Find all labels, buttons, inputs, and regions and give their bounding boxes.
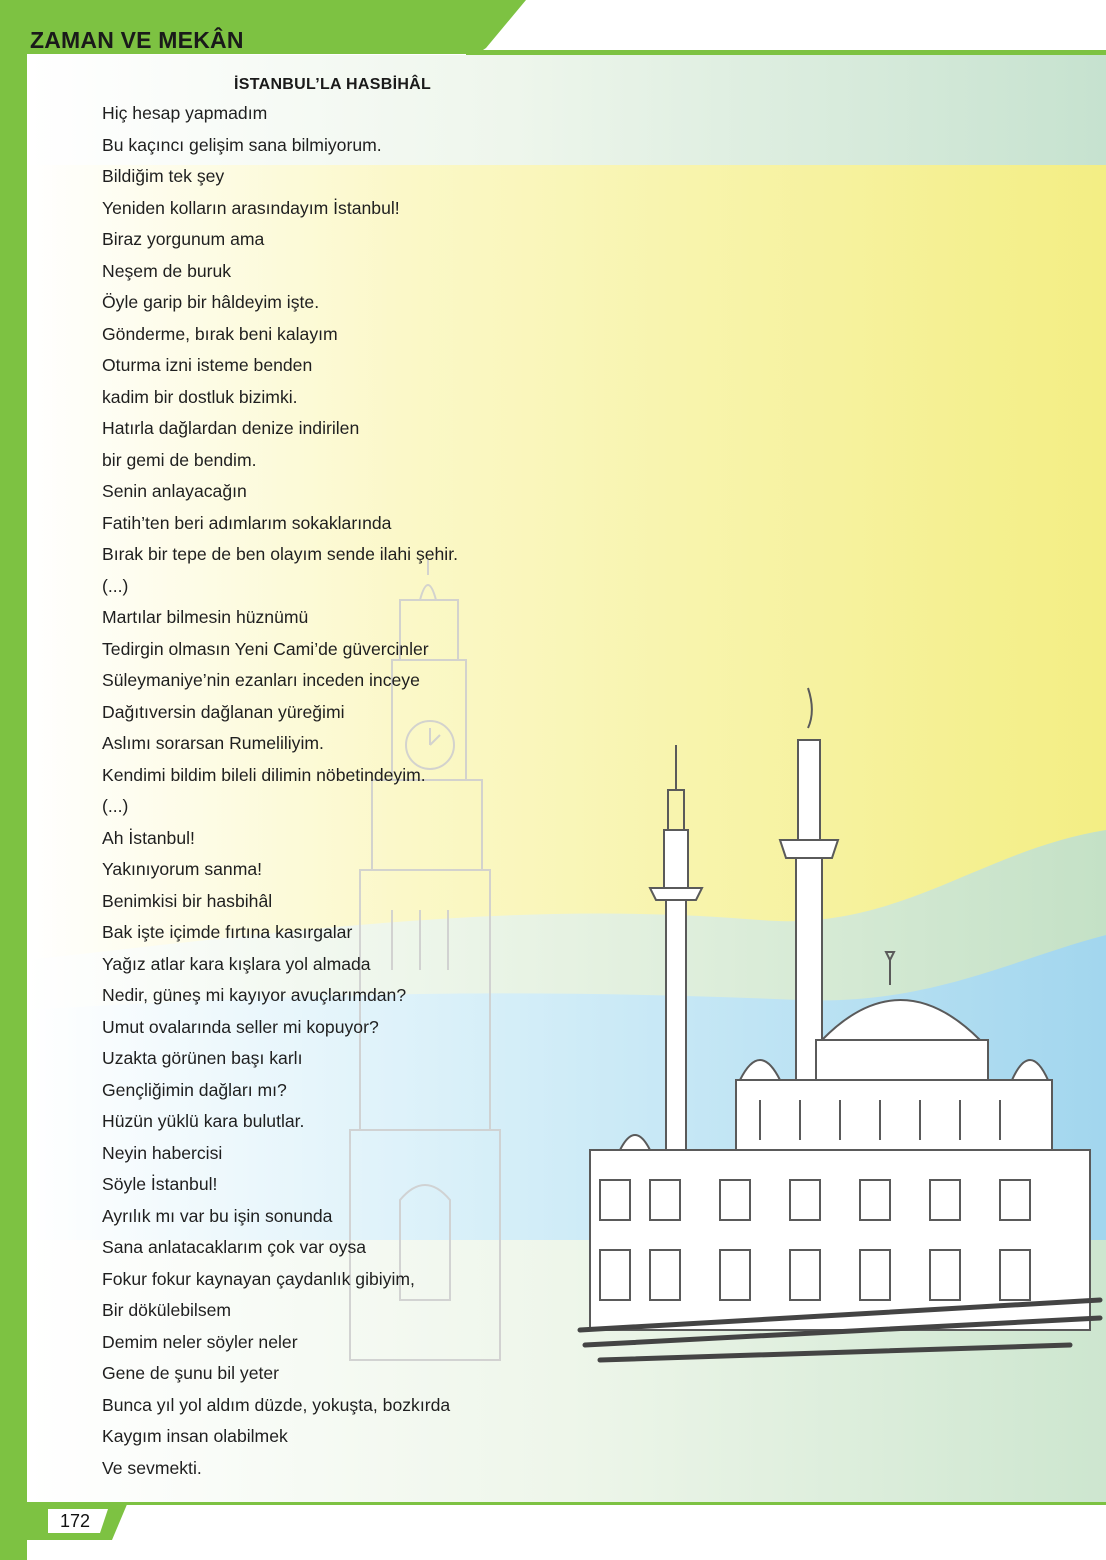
poem-line: Tedirgin olmasın Yeni Cami’de güvercinler: [102, 638, 429, 659]
poem-line: Ayrılık mı var bu işin sonunda: [102, 1205, 333, 1226]
poem-line: Bak işte içimde fırtına kasırgalar: [102, 922, 353, 942]
poem-line: Aslımı sorarsan Rumeliliyim.: [102, 733, 324, 753]
poem-line: Gençliğimin dağları mı?: [102, 1079, 287, 1100]
poem-line: Kendimi bildim bileli dilimin nöbetindeyim.: [102, 764, 426, 785]
poem-line: Bir dökülebilsem: [102, 1300, 232, 1320]
poem-line: Kaygım insan olabilmek: [102, 1426, 288, 1446]
poem-line: Biraz yorgunum ama: [102, 229, 265, 249]
poem-line: Bildiğim tek şey: [102, 166, 225, 186]
poem-line: Sana anlatacaklarım çok var oysa: [102, 1237, 367, 1257]
chapter-title: ZAMAN VE MEKÂN: [30, 27, 244, 53]
poem-line: Demim neler söyler neler: [102, 1331, 298, 1352]
poem-line: Süleymaniye’nin ezanları inceden inceye: [102, 670, 420, 690]
poem-line: Neşem de buruk: [102, 260, 232, 281]
poem-text: [102, 99, 458, 1485]
page-number: 172: [59, 1511, 91, 1531]
poem-line: Bunca yıl yol aldım düzde, yokuşta, bozkırda: [102, 1394, 451, 1415]
poem-line: kadim bir dostluk bizimki.: [102, 386, 298, 407]
poem-line: (...): [102, 796, 129, 816]
poem-line: Hüzün yüklü kara bulutlar.: [102, 1111, 305, 1131]
poem-line: Fatih’ten beri adımlarım sokaklarında: [102, 512, 392, 533]
poem-line: Martılar bilmesin hüznümü: [102, 607, 309, 627]
poem-line: Ve sevmekti.: [102, 1457, 202, 1478]
poem-line: Bırak bir tepe de ben olayım sende ilahi şehir.: [102, 544, 458, 564]
poem-line: Oturma izni isteme benden: [102, 355, 313, 375]
poem-line: Gene de şunu bil yeter: [102, 1363, 280, 1383]
poem-line: (...): [102, 575, 129, 596]
poem-line: Umut ovalarında seller mi kopuyor?: [102, 1016, 379, 1037]
poem-line: Senin anlayacağın: [102, 481, 247, 501]
poem-line: Dağıtıversin dağlanan yüreğimi: [102, 701, 345, 722]
poem-title: İSTANBUL’LA HASBİHÂL: [234, 76, 432, 93]
poem-line: Fokur fokur kaynayan çaydanlık gibiyim,: [102, 1268, 415, 1289]
poem-line: Hatırla dağlardan denize indirilen: [102, 418, 360, 438]
poem-line: Ah İstanbul!: [102, 827, 195, 848]
poem-line: bir gemi de bendim.: [102, 449, 257, 470]
header-rule: [466, 50, 1106, 55]
poem-line: Bu kaçıncı gelişim sana bilmiyorum.: [102, 134, 382, 155]
poem-line: Benimkisi bir hasbihâl: [102, 890, 273, 911]
poem-line: Öyle garip bir hâldeyim işte.: [102, 292, 320, 312]
left-margin-bar: [0, 50, 27, 1560]
poem-line: Nedir, güneş mi kayıyor avuçlarımdan?: [102, 985, 407, 1005]
poem-line: Uzakta görünen başı karlı: [102, 1048, 303, 1068]
poem-line: Yeniden kolların arasındayım İstanbul!: [102, 197, 400, 218]
poem-line: Gönderme, bırak beni kalayım: [102, 323, 338, 344]
poem-line: Neyin habercisi: [102, 1142, 223, 1163]
footer-rule: [27, 1502, 1106, 1505]
poem-line: Yağız atlar kara kışlara yol almada: [102, 953, 371, 974]
poem-line: Yakınıyorum sanma!: [102, 859, 263, 879]
poem-line: Hiç hesap yapmadım: [102, 103, 268, 123]
poem-line: Söyle İstanbul!: [102, 1174, 218, 1194]
